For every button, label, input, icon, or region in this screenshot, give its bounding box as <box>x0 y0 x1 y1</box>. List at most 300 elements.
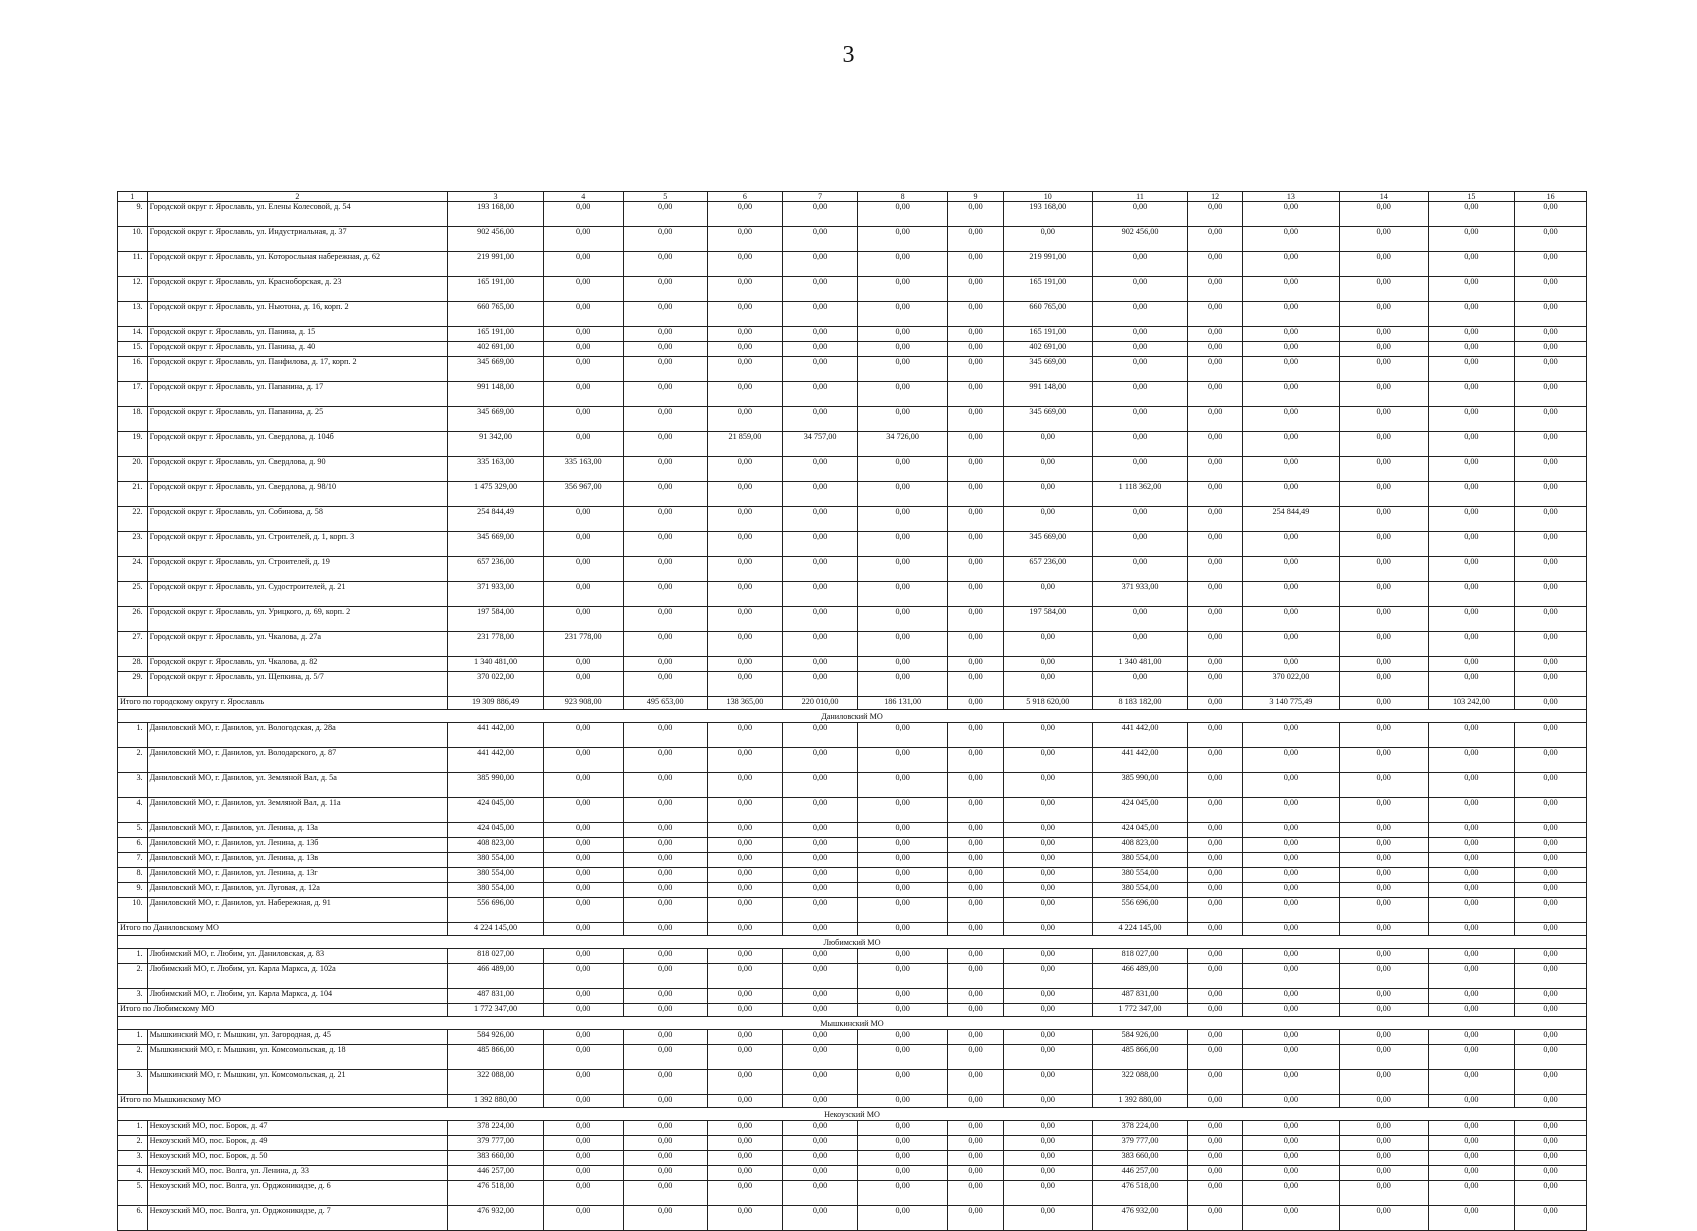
total-value: 1 392 880,00 <box>448 1095 544 1108</box>
cell-value: 0,00 <box>1188 382 1243 407</box>
cell-value: 0,00 <box>858 252 948 277</box>
cell-value: 0,00 <box>623 632 707 657</box>
total-value: 0,00 <box>1188 1004 1243 1017</box>
cell-value: 0,00 <box>948 432 1004 457</box>
cell-value: 0,00 <box>948 1151 1004 1166</box>
total-value: 1 772 347,00 <box>448 1004 544 1017</box>
cell-value: 0,00 <box>1188 964 1243 989</box>
cell-value: 0,00 <box>782 853 857 868</box>
row-address: Некоузский МО, пос. Волга, ул. Орджоникидзе, д. 6 <box>147 1181 448 1206</box>
cell-value: 0,00 <box>1515 1030 1587 1045</box>
cell-value: 0,00 <box>1515 582 1587 607</box>
cell-value: 0,00 <box>1243 964 1340 989</box>
cell-value: 0,00 <box>1092 607 1188 632</box>
cell-value: 556 696,00 <box>448 898 544 923</box>
cell-value: 0,00 <box>623 202 707 227</box>
cell-value: 383 660,00 <box>448 1151 544 1166</box>
row-address: Даниловский МО, г. Данилов, ул. Земляной Вал, д. 11а <box>147 798 448 823</box>
section-header-row <box>118 1108 1587 1121</box>
cell-value: 0,00 <box>782 482 857 507</box>
total-value: 0,00 <box>1515 697 1587 710</box>
cell-value: 0,00 <box>707 989 782 1004</box>
cell-value: 0,00 <box>782 607 857 632</box>
cell-value: 0,00 <box>1428 1166 1515 1181</box>
cell-value: 0,00 <box>858 964 948 989</box>
cell-value: 378 224,00 <box>448 1121 544 1136</box>
row-address: Некоузский МО, пос. Волга, ул. Орджоникидзе, д. 7 <box>147 1206 448 1231</box>
row-number: 26. <box>118 607 148 632</box>
cell-value: 0,00 <box>1003 1206 1092 1231</box>
cell-value: 0,00 <box>858 1206 948 1231</box>
cell-value: 0,00 <box>543 507 623 532</box>
row-address: Даниловский МО, г. Данилов, ул. Луговая, д. 12а <box>147 883 448 898</box>
cell-value: 0,00 <box>948 1181 1004 1206</box>
cell-value: 0,00 <box>707 1045 782 1070</box>
column-header-1: 1 <box>118 192 148 202</box>
cell-value: 0,00 <box>858 582 948 607</box>
cell-value: 487 831,00 <box>1092 989 1188 1004</box>
cell-value: 0,00 <box>782 989 857 1004</box>
cell-value: 0,00 <box>1003 1181 1092 1206</box>
cell-value: 0,00 <box>543 853 623 868</box>
column-header-6: 6 <box>707 192 782 202</box>
total-value: 0,00 <box>1003 1004 1092 1017</box>
row-address: Любимский МО, г. Любим, ул. Карла Маркса, д. 104 <box>147 989 448 1004</box>
page-number: 3 <box>842 42 855 68</box>
table-row <box>118 277 1587 302</box>
cell-value: 0,00 <box>543 357 623 382</box>
cell-value: 0,00 <box>623 327 707 342</box>
cell-value: 424 045,00 <box>1092 798 1188 823</box>
row-address: Городской округ г. Ярославль, ул. Щепкина, д. 5/7 <box>147 672 448 697</box>
cell-value: 0,00 <box>1243 607 1340 632</box>
row-address: Мышкинский МО, г. Мышкин, ул. Загородная, д. 45 <box>147 1030 448 1045</box>
cell-value: 0,00 <box>543 557 623 582</box>
row-address: Городской округ г. Ярославль, ул. Панина, д. 15 <box>147 327 448 342</box>
cell-value: 0,00 <box>707 672 782 697</box>
cell-value: 0,00 <box>948 407 1004 432</box>
cell-value: 0,00 <box>707 883 782 898</box>
cell-value: 0,00 <box>543 582 623 607</box>
cell-value: 0,00 <box>1339 868 1428 883</box>
cell-value: 165 191,00 <box>448 277 544 302</box>
cell-value: 0,00 <box>1339 853 1428 868</box>
cell-value: 0,00 <box>1243 1166 1340 1181</box>
cell-value: 0,00 <box>1092 277 1188 302</box>
table-row <box>118 868 1587 883</box>
cell-value: 0,00 <box>948 989 1004 1004</box>
cell-value: 345 669,00 <box>1003 407 1092 432</box>
row-address: Городской округ г. Ярославль, ул. Папанина, д. 17 <box>147 382 448 407</box>
row-address: Городской округ г. Ярославль, ул. Панфилова, д. 17, корп. 2 <box>147 357 448 382</box>
cell-value: 0,00 <box>1428 507 1515 532</box>
total-value: 186 131,00 <box>858 697 948 710</box>
table-row <box>118 964 1587 989</box>
table-row <box>118 823 1587 838</box>
cell-value: 0,00 <box>1003 632 1092 657</box>
cell-value: 0,00 <box>1243 1121 1340 1136</box>
cell-value: 0,00 <box>1515 657 1587 672</box>
row-address: Городской округ г. Ярославль, ул. Панина, д. 40 <box>147 342 448 357</box>
total-value: 0,00 <box>1428 923 1515 936</box>
cell-value: 0,00 <box>1092 327 1188 342</box>
total-row <box>118 1004 1587 1017</box>
cell-value: 0,00 <box>707 1181 782 1206</box>
cell-value: 0,00 <box>1339 657 1428 672</box>
row-address: Городской округ г. Ярославль, ул. Которосльная набережная, д. 62 <box>147 252 448 277</box>
cell-value: 0,00 <box>1188 632 1243 657</box>
total-row <box>118 1095 1587 1108</box>
cell-value: 0,00 <box>948 773 1004 798</box>
cell-value: 0,00 <box>1188 1181 1243 1206</box>
section-title: Даниловский МО <box>118 710 1587 723</box>
cell-value: 0,00 <box>1515 432 1587 457</box>
cell-value: 0,00 <box>707 853 782 868</box>
cell-value: 0,00 <box>1243 1136 1340 1151</box>
total-value: 0,00 <box>1243 923 1340 936</box>
cell-value: 370 022,00 <box>1243 672 1340 697</box>
row-number: 14. <box>118 327 148 342</box>
table-row <box>118 838 1587 853</box>
cell-value: 0,00 <box>1339 227 1428 252</box>
column-header-9: 9 <box>948 192 1004 202</box>
cell-value: 0,00 <box>948 883 1004 898</box>
cell-value: 0,00 <box>1428 227 1515 252</box>
cell-value: 0,00 <box>1515 949 1587 964</box>
cell-value: 0,00 <box>623 883 707 898</box>
row-address: Городской округ г. Ярославль, ул. Папанина, д. 25 <box>147 407 448 432</box>
cell-value: 0,00 <box>1339 1181 1428 1206</box>
cell-value: 0,00 <box>858 1030 948 1045</box>
cell-value: 0,00 <box>1515 532 1587 557</box>
cell-value: 0,00 <box>858 607 948 632</box>
cell-value: 0,00 <box>1339 883 1428 898</box>
cell-value: 378 224,00 <box>1092 1121 1188 1136</box>
cell-value: 0,00 <box>543 868 623 883</box>
cell-value: 424 045,00 <box>1092 823 1188 838</box>
row-number: 12. <box>118 277 148 302</box>
cell-value: 0,00 <box>1515 748 1587 773</box>
cell-value: 0,00 <box>1428 407 1515 432</box>
cell-value: 0,00 <box>1003 1166 1092 1181</box>
row-number: 3. <box>118 1070 148 1095</box>
cell-value: 0,00 <box>782 1166 857 1181</box>
row-number: 9. <box>118 883 148 898</box>
cell-value: 0,00 <box>858 557 948 582</box>
row-number: 2. <box>118 1045 148 1070</box>
cell-value: 0,00 <box>1003 823 1092 838</box>
table-row <box>118 1121 1587 1136</box>
cell-value: 0,00 <box>543 1181 623 1206</box>
cell-value: 0,00 <box>623 1181 707 1206</box>
row-number: 10. <box>118 227 148 252</box>
cell-value: 402 691,00 <box>448 342 544 357</box>
cell-value: 0,00 <box>543 1136 623 1151</box>
column-header-12: 12 <box>1188 192 1243 202</box>
cell-value: 0,00 <box>1003 868 1092 883</box>
cell-value: 0,00 <box>1515 898 1587 923</box>
cell-value: 0,00 <box>948 582 1004 607</box>
cell-value: 0,00 <box>858 823 948 838</box>
cell-value: 0,00 <box>1188 748 1243 773</box>
cell-value: 0,00 <box>858 302 948 327</box>
cell-value: 0,00 <box>707 838 782 853</box>
table-row <box>118 607 1587 632</box>
cell-value: 0,00 <box>707 582 782 607</box>
cell-value: 0,00 <box>948 672 1004 697</box>
cell-value: 0,00 <box>1339 457 1428 482</box>
cell-value: 0,00 <box>1003 457 1092 482</box>
cell-value: 0,00 <box>623 748 707 773</box>
cell-value: 0,00 <box>623 723 707 748</box>
cell-value: 0,00 <box>948 557 1004 582</box>
cell-value: 0,00 <box>1515 327 1587 342</box>
cell-value: 0,00 <box>782 202 857 227</box>
cell-value: 1 475 329,00 <box>448 482 544 507</box>
cell-value: 0,00 <box>543 432 623 457</box>
cell-value: 0,00 <box>1188 507 1243 532</box>
cell-value: 0,00 <box>1339 277 1428 302</box>
table-row <box>118 632 1587 657</box>
cell-value: 0,00 <box>1428 252 1515 277</box>
row-number: 17. <box>118 382 148 407</box>
cell-value: 0,00 <box>948 949 1004 964</box>
cell-value: 0,00 <box>1428 1151 1515 1166</box>
cell-value: 0,00 <box>1092 342 1188 357</box>
cell-value: 0,00 <box>1188 607 1243 632</box>
cell-value: 0,00 <box>1243 798 1340 823</box>
cell-value: 0,00 <box>782 1045 857 1070</box>
row-address: Городской округ г. Ярославль, ул. Урицкого, д. 69, корп. 2 <box>147 607 448 632</box>
cell-value: 0,00 <box>1515 252 1587 277</box>
cell-value: 0,00 <box>948 748 1004 773</box>
cell-value: 0,00 <box>1243 1045 1340 1070</box>
cell-value: 0,00 <box>1188 457 1243 482</box>
cell-value: 0,00 <box>707 1030 782 1045</box>
cell-value: 0,00 <box>623 382 707 407</box>
cell-value: 0,00 <box>782 723 857 748</box>
cell-value: 0,00 <box>1428 853 1515 868</box>
cell-value: 0,00 <box>543 252 623 277</box>
cell-value: 0,00 <box>543 1151 623 1166</box>
cell-value: 0,00 <box>948 964 1004 989</box>
cell-value: 0,00 <box>623 1136 707 1151</box>
cell-value: 0,00 <box>1428 748 1515 773</box>
row-number: 5. <box>118 823 148 838</box>
table-row <box>118 853 1587 868</box>
row-address: Городской округ г. Ярославль, ул. Индустриальная, д. 37 <box>147 227 448 252</box>
cell-value: 0,00 <box>543 227 623 252</box>
cell-value: 0,00 <box>948 607 1004 632</box>
total-label: Итого по Даниловскому МО <box>118 923 448 936</box>
table-row <box>118 252 1587 277</box>
cell-value: 0,00 <box>1339 507 1428 532</box>
total-value: 0,00 <box>1339 1095 1428 1108</box>
cell-value: 0,00 <box>1515 672 1587 697</box>
total-value: 5 918 620,00 <box>1003 697 1092 710</box>
total-value: 0,00 <box>623 1004 707 1017</box>
column-header-7: 7 <box>782 192 857 202</box>
cell-value: 0,00 <box>1003 748 1092 773</box>
cell-value: 0,00 <box>1188 327 1243 342</box>
cell-value: 0,00 <box>1188 407 1243 432</box>
cell-value: 0,00 <box>1188 1030 1243 1045</box>
cell-value: 0,00 <box>858 327 948 342</box>
table-row <box>118 748 1587 773</box>
cell-value: 0,00 <box>782 277 857 302</box>
cell-value: 0,00 <box>623 457 707 482</box>
cell-value: 0,00 <box>782 1121 857 1136</box>
row-address: Некоузский МО, пос. Борок, д. 47 <box>147 1121 448 1136</box>
cell-value: 660 765,00 <box>448 302 544 327</box>
cell-value: 0,00 <box>623 1070 707 1095</box>
cell-value: 0,00 <box>707 1121 782 1136</box>
cell-value: 0,00 <box>1188 989 1243 1004</box>
cell-value: 0,00 <box>543 748 623 773</box>
cell-value: 0,00 <box>1188 823 1243 838</box>
cell-value: 0,00 <box>858 407 948 432</box>
total-label: Итого по Любимскому МО <box>118 1004 448 1017</box>
cell-value: 991 148,00 <box>1003 382 1092 407</box>
cell-value: 0,00 <box>623 773 707 798</box>
cell-value: 0,00 <box>623 342 707 357</box>
cell-value: 0,00 <box>948 302 1004 327</box>
cell-value: 0,00 <box>623 607 707 632</box>
row-address: Даниловский МО, г. Данилов, ул. Ленина, д. 13в <box>147 853 448 868</box>
cell-value: 441 442,00 <box>448 748 544 773</box>
row-number: 3. <box>118 1151 148 1166</box>
cell-value: 0,00 <box>1515 1151 1587 1166</box>
cell-value: 902 456,00 <box>1092 227 1188 252</box>
cell-value: 0,00 <box>623 582 707 607</box>
cell-value: 0,00 <box>1428 1181 1515 1206</box>
row-address: Городской округ г. Ярославль, ул. Чкалова, д. 82 <box>147 657 448 672</box>
cell-value: 0,00 <box>1515 964 1587 989</box>
cell-value: 0,00 <box>858 382 948 407</box>
cell-value: 0,00 <box>1243 457 1340 482</box>
total-value: 0,00 <box>1003 1095 1092 1108</box>
cell-value: 0,00 <box>1243 1030 1340 1045</box>
cell-value: 0,00 <box>623 989 707 1004</box>
cell-value: 0,00 <box>707 723 782 748</box>
cell-value: 0,00 <box>782 838 857 853</box>
cell-value: 0,00 <box>1428 382 1515 407</box>
cell-value: 0,00 <box>1428 949 1515 964</box>
cell-value: 0,00 <box>1428 432 1515 457</box>
cell-value: 34 726,00 <box>858 432 948 457</box>
cell-value: 0,00 <box>1515 202 1587 227</box>
cell-value: 0,00 <box>1339 723 1428 748</box>
column-header-4: 4 <box>543 192 623 202</box>
cell-value: 0,00 <box>1515 1206 1587 1231</box>
cell-value: 322 088,00 <box>1092 1070 1188 1095</box>
cell-value: 0,00 <box>858 1136 948 1151</box>
cell-value: 0,00 <box>543 672 623 697</box>
cell-value: 0,00 <box>1339 672 1428 697</box>
cell-value: 0,00 <box>1092 557 1188 582</box>
cell-value: 441 442,00 <box>1092 723 1188 748</box>
cell-value: 0,00 <box>782 557 857 582</box>
cell-value: 335 163,00 <box>543 457 623 482</box>
cell-value: 0,00 <box>1515 632 1587 657</box>
total-value: 0,00 <box>1243 1004 1340 1017</box>
cell-value: 0,00 <box>543 407 623 432</box>
cell-value: 0,00 <box>1243 657 1340 672</box>
cell-value: 0,00 <box>948 1136 1004 1151</box>
total-value: 0,00 <box>948 923 1004 936</box>
table-row <box>118 507 1587 532</box>
row-address: Некоузский МО, пос. Волга, ул. Ленина, д. 33 <box>147 1166 448 1181</box>
cell-value: 0,00 <box>1428 557 1515 582</box>
cell-value: 0,00 <box>1243 949 1340 964</box>
total-value: 0,00 <box>1243 1095 1340 1108</box>
cell-value: 0,00 <box>948 277 1004 302</box>
cell-value: 0,00 <box>1428 883 1515 898</box>
table-row <box>118 227 1587 252</box>
cell-value: 380 554,00 <box>1092 853 1188 868</box>
section-title: Мышкинский МО <box>118 1017 1587 1030</box>
cell-value: 0,00 <box>1003 1136 1092 1151</box>
total-value: 0,00 <box>543 1095 623 1108</box>
cell-value: 0,00 <box>1188 342 1243 357</box>
total-value: 0,00 <box>948 697 1004 710</box>
cell-value: 0,00 <box>782 357 857 382</box>
row-number: 10. <box>118 898 148 923</box>
cell-value: 818 027,00 <box>448 949 544 964</box>
cell-value: 193 168,00 <box>448 202 544 227</box>
cell-value: 0,00 <box>1188 482 1243 507</box>
cell-value: 0,00 <box>858 532 948 557</box>
cell-value: 0,00 <box>543 964 623 989</box>
total-value: 0,00 <box>1515 923 1587 936</box>
table-row <box>118 327 1587 342</box>
cell-value: 0,00 <box>1092 507 1188 532</box>
cell-value: 0,00 <box>948 1070 1004 1095</box>
cell-value: 0,00 <box>707 202 782 227</box>
cell-value: 0,00 <box>623 302 707 327</box>
cell-value: 0,00 <box>1339 532 1428 557</box>
cell-value: 0,00 <box>707 1070 782 1095</box>
cell-value: 254 844,49 <box>1243 507 1340 532</box>
cell-value: 408 823,00 <box>448 838 544 853</box>
cell-value: 0,00 <box>1188 657 1243 672</box>
cell-value: 0,00 <box>948 723 1004 748</box>
table-row <box>118 798 1587 823</box>
total-value: 0,00 <box>858 1004 948 1017</box>
cell-value: 0,00 <box>1092 357 1188 382</box>
cell-value: 0,00 <box>623 227 707 252</box>
cell-value: 0,00 <box>707 1166 782 1181</box>
total-value: 0,00 <box>543 1004 623 1017</box>
cell-value: 0,00 <box>1188 773 1243 798</box>
column-header-10: 10 <box>1003 192 1092 202</box>
cell-value: 0,00 <box>782 964 857 989</box>
cell-value: 370 022,00 <box>448 672 544 697</box>
total-value: 0,00 <box>782 923 857 936</box>
cell-value: 0,00 <box>858 1151 948 1166</box>
cell-value: 556 696,00 <box>1092 898 1188 923</box>
table-row <box>118 1166 1587 1181</box>
cell-value: 0,00 <box>782 883 857 898</box>
table-row <box>118 482 1587 507</box>
cell-value: 0,00 <box>1339 252 1428 277</box>
cell-value: 0,00 <box>1339 582 1428 607</box>
table-row <box>118 1070 1587 1095</box>
cell-value: 0,00 <box>543 883 623 898</box>
cell-value: 0,00 <box>1188 672 1243 697</box>
cell-value: 371 933,00 <box>448 582 544 607</box>
cell-value: 0,00 <box>543 949 623 964</box>
